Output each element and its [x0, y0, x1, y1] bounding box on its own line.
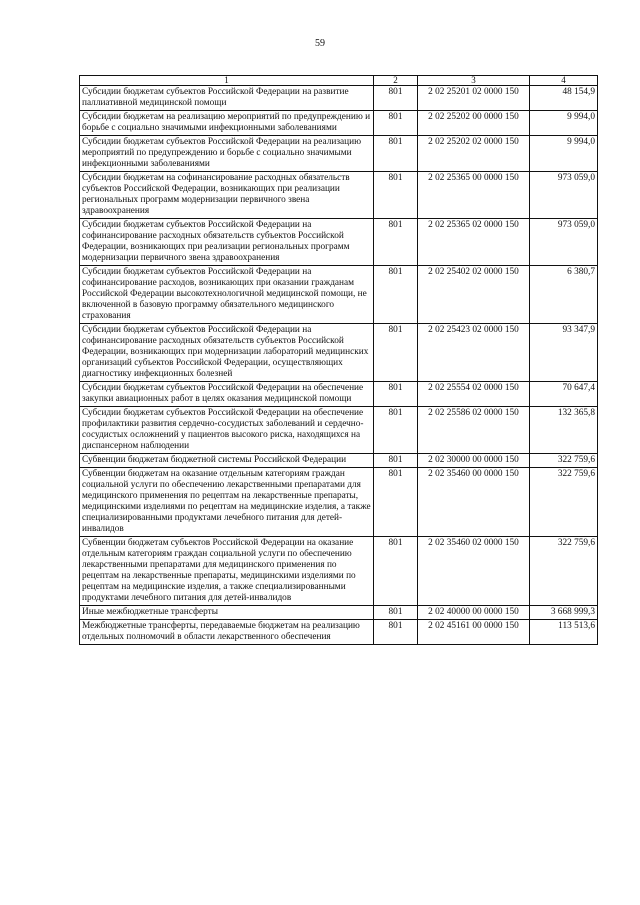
table-row — [80, 454, 598, 468]
row-description: Иные межбюджетные трансферты — [80, 606, 374, 620]
row-description: Субсидии бюджетам субъектов Российской Федерации на софинансирование расходных обязательств субъектов Российской Федерации, возникающих при модернизации лабораторий медицинских организаций субъектов Российской Федерации, осуществляющих диагностику инфекционных болезней — [80, 324, 374, 382]
row-kbk: 2 02 25202 00 0000 150 — [418, 111, 530, 136]
row-amount: 9 994,0 — [530, 111, 598, 136]
column-header-amount: 4 — [530, 76, 598, 86]
table-row — [80, 86, 598, 111]
row-kbk: 2 02 25402 02 0000 150 — [418, 266, 530, 324]
row-amount: 70 647,4 — [530, 382, 598, 407]
budget-revenue-table — [79, 75, 598, 645]
row-description: Субсидии бюджетам субъектов Российской Федерации на обеспечение профилактики развития сердечно-сосудистых заболеваний и сердечно-сосудистых осложнений у пациентов высокого риска, находящихся на диспансерном наблюдении — [80, 407, 374, 454]
row-description: Субсидии бюджетам субъектов Российской Федерации на софинансирование расходных обязательств субъектов Российской Федерации, возникающих при реализации региональных программ модернизации первичного звена здравоохранения — [80, 219, 374, 266]
row-admin-code: 801 — [374, 136, 418, 172]
row-admin-code: 801 — [374, 111, 418, 136]
row-kbk: 2 02 30000 00 0000 150 — [418, 454, 530, 468]
row-amount: 322 759,6 — [530, 468, 598, 537]
row-admin-code: 801 — [374, 606, 418, 620]
row-kbk: 2 02 25201 02 0000 150 — [418, 86, 530, 111]
table-row — [80, 324, 598, 382]
row-amount: 973 059,0 — [530, 219, 598, 266]
row-admin-code: 801 — [374, 407, 418, 454]
row-amount: 6 380,7 — [530, 266, 598, 324]
table-row — [80, 382, 598, 407]
row-description: Межбюджетные трансферты, передаваемые бюджетам на реализацию отдельных полномочий в области лекарственного обеспечения — [80, 620, 374, 645]
row-amount: 132 365,8 — [530, 407, 598, 454]
row-admin-code: 801 — [374, 468, 418, 537]
row-description: Субсидии бюджетам на софинансирование расходных обязательств субъектов Российской Федерации, возникающих при реализации региональных программ модернизации первичного звена здравоохранения — [80, 172, 374, 219]
row-admin-code: 801 — [374, 382, 418, 407]
row-description: Субсидии бюджетам на реализацию мероприятий по предупреждению и борьбе с социально значимыми инфекционными заболеваниями — [80, 111, 374, 136]
row-kbk: 2 02 40000 00 0000 150 — [418, 606, 530, 620]
row-kbk: 2 02 25423 02 0000 150 — [418, 324, 530, 382]
row-kbk: 2 02 25202 02 0000 150 — [418, 136, 530, 172]
table-row — [80, 172, 598, 219]
row-kbk: 2 02 25365 00 0000 150 — [418, 172, 530, 219]
table-row — [80, 620, 598, 645]
row-admin-code: 801 — [374, 537, 418, 606]
row-amount: 93 347,9 — [530, 324, 598, 382]
row-admin-code: 801 — [374, 172, 418, 219]
row-amount: 973 059,0 — [530, 172, 598, 219]
table-row — [80, 266, 598, 324]
row-description: Субвенции бюджетам на оказание отдельным категориям граждан социальной услуги по обеспечению лекарственными препаратами для медицинского применения по рецептам на лекарственные препараты, медицинскими изделиями по рецептам на медицинские изделия, а также специализированными продуктами лечебного питания для детей-инвалидов — [80, 468, 374, 537]
table-row — [80, 468, 598, 537]
column-header-admin-code: 2 — [374, 76, 418, 86]
row-kbk: 2 02 25554 02 0000 150 — [418, 382, 530, 407]
row-description: Субсидии бюджетам субъектов Российской Федерации на развитие паллиативной медицинской помощи — [80, 86, 374, 111]
row-kbk: 2 02 35460 00 0000 150 — [418, 468, 530, 537]
page-number: 59 — [315, 38, 325, 49]
row-kbk: 2 02 25365 02 0000 150 — [418, 219, 530, 266]
row-description: Субсидии бюджетам субъектов Российской Федерации на софинансирование расходов, возникающих при оказании гражданам Российской Федерации высокотехнологичной медицинской помощи, не включенной в базовую программу обязательного медицинского страхования — [80, 266, 374, 324]
table-header-row — [80, 76, 598, 86]
row-admin-code: 801 — [374, 266, 418, 324]
row-amount: 9 994,0 — [530, 136, 598, 172]
row-admin-code: 801 — [374, 454, 418, 468]
table-row — [80, 219, 598, 266]
row-description: Субсидии бюджетам субъектов Российской Федерации на реализацию мероприятий по предупреждению и борьбе с социально значимыми инфекционными заболеваниями — [80, 136, 374, 172]
row-amount: 48 154,9 — [530, 86, 598, 111]
table-row — [80, 606, 598, 620]
row-kbk: 2 02 25586 02 0000 150 — [418, 407, 530, 454]
row-admin-code: 801 — [374, 620, 418, 645]
row-admin-code: 801 — [374, 86, 418, 111]
row-kbk: 2 02 35460 02 0000 150 — [418, 537, 530, 606]
row-admin-code: 801 — [374, 219, 418, 266]
row-admin-code: 801 — [374, 324, 418, 382]
table-row — [80, 111, 598, 136]
column-header-kbk: 3 — [418, 76, 530, 86]
row-amount: 322 759,6 — [530, 454, 598, 468]
row-amount: 113 513,6 — [530, 620, 598, 645]
row-description: Субвенции бюджетам субъектов Российской Федерации на оказание отдельным категориям граждан социальной услуги по обеспечению лекарственными препаратами для медицинского применения по рецептам на лекарственные препараты, медицинскими изделиями по рецептам на медицинские изделия, а также специализированными продуктами лечебного питания для детей-инвалидов — [80, 537, 374, 606]
table-row — [80, 136, 598, 172]
row-amount: 322 759,6 — [530, 537, 598, 606]
row-description: Субсидии бюджетам субъектов Российской Федерации на обеспечение закупки авиационных работ в целях оказания медицинской помощи — [80, 382, 374, 407]
row-amount: 3 668 999,3 — [530, 606, 598, 620]
table-row — [80, 407, 598, 454]
row-kbk: 2 02 45161 00 0000 150 — [418, 620, 530, 645]
table-row — [80, 537, 598, 606]
column-header-description: 1 — [80, 76, 374, 86]
row-description: Субвенции бюджетам бюджетной системы Российской Федерации — [80, 454, 374, 468]
